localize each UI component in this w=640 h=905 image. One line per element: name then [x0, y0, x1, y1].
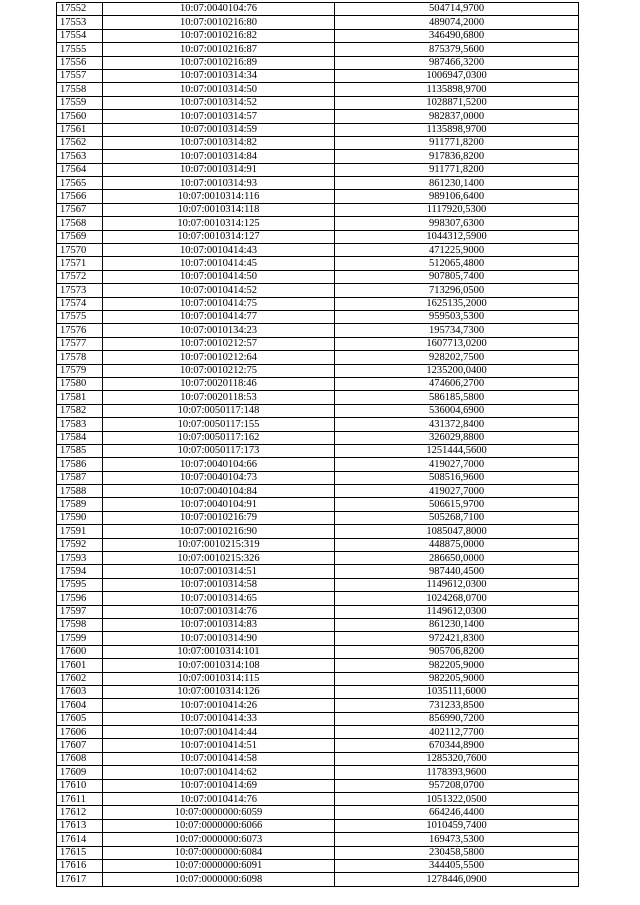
- cadastral-number-cell: 10:07:0010414:58: [103, 752, 335, 765]
- row-number-cell: 17557: [57, 69, 103, 82]
- value-cell: 911771,8200: [335, 136, 579, 149]
- row-number-cell: 17575: [57, 310, 103, 323]
- table-row: [57, 217, 579, 230]
- cadastral-number-cell: 10:07:0010414:33: [103, 712, 335, 725]
- cadastral-number-cell: 10:07:0010314:125: [103, 217, 335, 230]
- cadastral-number-cell: 10:07:0010216:87: [103, 43, 335, 56]
- table-row: [57, 471, 579, 484]
- value-cell: 1028871,5200: [335, 96, 579, 109]
- cadastral-number-cell: 10:07:0010212:75: [103, 364, 335, 377]
- value-cell: 344405,5500: [335, 860, 579, 873]
- cadastral-number-cell: 10:07:0010216:82: [103, 29, 335, 42]
- row-number-cell: 17605: [57, 712, 103, 725]
- value-cell: 586185,5800: [335, 391, 579, 404]
- cadastral-number-cell: 10:07:0010314:116: [103, 190, 335, 203]
- cadastral-number-cell: 10:07:0010314:58: [103, 578, 335, 591]
- value-cell: 861230,1400: [335, 177, 579, 190]
- value-cell: 474606,2700: [335, 377, 579, 390]
- row-number-cell: 17590: [57, 511, 103, 524]
- table-row: [57, 618, 579, 631]
- table-row: [57, 83, 579, 96]
- table-row: [57, 592, 579, 605]
- table-row: [57, 833, 579, 846]
- table-row: [57, 177, 579, 190]
- value-cell: 1149612,0300: [335, 578, 579, 591]
- row-number-cell: 17616: [57, 860, 103, 873]
- row-number-cell: 17563: [57, 150, 103, 163]
- value-cell: 1278446,0900: [335, 873, 579, 886]
- value-cell: 448875,0000: [335, 538, 579, 551]
- row-number-cell: 17577: [57, 337, 103, 350]
- table-row: [57, 538, 579, 551]
- row-number-cell: 17561: [57, 123, 103, 136]
- table-row: [57, 418, 579, 431]
- value-cell: 1117920,5300: [335, 203, 579, 216]
- row-number-cell: 17592: [57, 538, 103, 551]
- table-row: [57, 578, 579, 591]
- table-row: [57, 150, 579, 163]
- table-row: [57, 632, 579, 645]
- row-number-cell: 17599: [57, 632, 103, 645]
- value-cell: 419027,7000: [335, 458, 579, 471]
- cadastral-number-cell: 10:07:0010314:108: [103, 659, 335, 672]
- cadastral-number-cell: 10:07:0010134:23: [103, 324, 335, 337]
- table-row: [57, 793, 579, 806]
- row-number-cell: 17581: [57, 391, 103, 404]
- table-row: [57, 351, 579, 364]
- value-cell: 169473,5300: [335, 833, 579, 846]
- cadastral-number-cell: 10:07:0010314:93: [103, 177, 335, 190]
- row-number-cell: 17566: [57, 190, 103, 203]
- value-cell: 1235200,0400: [335, 364, 579, 377]
- table-row: [57, 364, 579, 377]
- cadastral-number-cell: 10:07:0010414:45: [103, 257, 335, 270]
- row-number-cell: 17615: [57, 846, 103, 859]
- value-cell: 713296,0500: [335, 284, 579, 297]
- table-row: [57, 712, 579, 725]
- cadastral-number-cell: 10:07:0000000:6059: [103, 806, 335, 819]
- value-cell: 1024268,0700: [335, 592, 579, 605]
- cadastral-number-cell: 10:07:0010314:65: [103, 592, 335, 605]
- row-number-cell: 17558: [57, 83, 103, 96]
- cadastral-number-cell: 10:07:0010314:90: [103, 632, 335, 645]
- table-row: [57, 605, 579, 618]
- cadastral-number-cell: 10:07:0010215:326: [103, 552, 335, 565]
- cadastral-number-cell: 10:07:0010314:59: [103, 123, 335, 136]
- table-row: [57, 498, 579, 511]
- row-number-cell: 17598: [57, 618, 103, 631]
- cadastral-value-table: [56, 2, 579, 887]
- table-row: [57, 752, 579, 765]
- row-number-cell: 17585: [57, 444, 103, 457]
- value-cell: 1135898,9700: [335, 123, 579, 136]
- table-row: [57, 310, 579, 323]
- row-number-cell: 17569: [57, 230, 103, 243]
- table-row: [57, 846, 579, 859]
- value-cell: 504714,9700: [335, 3, 579, 16]
- value-cell: 230458,5800: [335, 846, 579, 859]
- row-number-cell: 17603: [57, 685, 103, 698]
- cadastral-number-cell: 10:07:0000000:6084: [103, 846, 335, 859]
- value-cell: 861230,1400: [335, 618, 579, 631]
- table-row: [57, 96, 579, 109]
- value-cell: 1135898,9700: [335, 83, 579, 96]
- table-row: [57, 699, 579, 712]
- cadastral-number-cell: 10:07:0010414:75: [103, 297, 335, 310]
- row-number-cell: 17554: [57, 29, 103, 42]
- cadastral-number-cell: 10:07:0000000:6091: [103, 860, 335, 873]
- row-number-cell: 17612: [57, 806, 103, 819]
- row-number-cell: 17589: [57, 498, 103, 511]
- cadastral-number-cell: 10:07:0010216:90: [103, 525, 335, 538]
- table-row: [57, 525, 579, 538]
- cadastral-number-cell: 10:07:0010414:77: [103, 310, 335, 323]
- value-cell: 346490,6800: [335, 29, 579, 42]
- value-cell: 1051322,0500: [335, 793, 579, 806]
- row-number-cell: 17596: [57, 592, 103, 605]
- row-number-cell: 17617: [57, 873, 103, 886]
- row-number-cell: 17572: [57, 270, 103, 283]
- table-row: [57, 391, 579, 404]
- value-cell: 911771,8200: [335, 163, 579, 176]
- row-number-cell: 17553: [57, 16, 103, 29]
- row-number-cell: 17565: [57, 177, 103, 190]
- cadastral-number-cell: 10:07:0040104:73: [103, 471, 335, 484]
- row-number-cell: 17560: [57, 110, 103, 123]
- row-number-cell: 17562: [57, 136, 103, 149]
- table-row: [57, 766, 579, 779]
- cadastral-number-cell: 10:07:0010215:319: [103, 538, 335, 551]
- table-row: [57, 672, 579, 685]
- cadastral-number-cell: 10:07:0010414:43: [103, 244, 335, 257]
- table-row: [57, 659, 579, 672]
- table-row: [57, 324, 579, 337]
- row-number-cell: 17556: [57, 56, 103, 69]
- row-number-cell: 17591: [57, 525, 103, 538]
- table-row: [57, 404, 579, 417]
- cadastral-number-cell: 10:07:0010314:101: [103, 645, 335, 658]
- value-cell: 419027,7000: [335, 485, 579, 498]
- row-number-cell: 17559: [57, 96, 103, 109]
- cadastral-number-cell: 10:07:0020118:53: [103, 391, 335, 404]
- cadastral-number-cell: 10:07:0010314:76: [103, 605, 335, 618]
- value-cell: 506615,9700: [335, 498, 579, 511]
- cadastral-number-cell: 10:07:0010314:118: [103, 203, 335, 216]
- table-row: [57, 431, 579, 444]
- value-cell: 928202,7500: [335, 351, 579, 364]
- cadastral-number-cell: 10:07:0010314:126: [103, 685, 335, 698]
- value-cell: 856990,7200: [335, 712, 579, 725]
- row-number-cell: 17580: [57, 377, 103, 390]
- table-row: [57, 203, 579, 216]
- cadastral-number-cell: 10:07:0010314:83: [103, 618, 335, 631]
- row-number-cell: 17604: [57, 699, 103, 712]
- cadastral-number-cell: 10:07:0000000:6073: [103, 833, 335, 846]
- cadastral-number-cell: 10:07:0010314:127: [103, 230, 335, 243]
- row-number-cell: 17594: [57, 565, 103, 578]
- row-number-cell: 17582: [57, 404, 103, 417]
- cadastral-number-cell: 10:07:0050117:155: [103, 418, 335, 431]
- value-cell: 1035111,6000: [335, 685, 579, 698]
- table-row: [57, 3, 579, 16]
- cadastral-number-cell: 10:07:0010314:34: [103, 69, 335, 82]
- row-number-cell: 17586: [57, 458, 103, 471]
- row-number-cell: 17608: [57, 752, 103, 765]
- value-cell: 489074,2000: [335, 16, 579, 29]
- cadastral-number-cell: 10:07:0050117:162: [103, 431, 335, 444]
- table-row: [57, 230, 579, 243]
- table-row: [57, 739, 579, 752]
- value-cell: 1625135,2000: [335, 297, 579, 310]
- table-row: [57, 511, 579, 524]
- table-row: [57, 110, 579, 123]
- table-row: [57, 163, 579, 176]
- table-row: [57, 873, 579, 886]
- document-page: [56, 2, 579, 887]
- cadastral-number-cell: 10:07:0010314:51: [103, 565, 335, 578]
- row-number-cell: 17595: [57, 578, 103, 591]
- value-cell: 875379,5600: [335, 43, 579, 56]
- table-row: [57, 270, 579, 283]
- row-number-cell: 17570: [57, 244, 103, 257]
- table-row: [57, 458, 579, 471]
- value-cell: 982837,0000: [335, 110, 579, 123]
- value-cell: 664246,4400: [335, 806, 579, 819]
- table-row: [57, 565, 579, 578]
- value-cell: 1607713,0200: [335, 337, 579, 350]
- cadastral-number-cell: 10:07:0010314:50: [103, 83, 335, 96]
- value-cell: 998307,6300: [335, 217, 579, 230]
- cadastral-number-cell: 10:07:0010414:44: [103, 726, 335, 739]
- value-cell: 917836,8200: [335, 150, 579, 163]
- value-cell: 1178393,9600: [335, 766, 579, 779]
- value-cell: 195734,7300: [335, 324, 579, 337]
- row-number-cell: 17578: [57, 351, 103, 364]
- row-number-cell: 17579: [57, 364, 103, 377]
- table-row: [57, 726, 579, 739]
- cadastral-number-cell: 10:07:0010216:80: [103, 16, 335, 29]
- table-row: [57, 29, 579, 42]
- row-number-cell: 17610: [57, 779, 103, 792]
- table-row: [57, 806, 579, 819]
- cadastral-number-cell: 10:07:0050117:173: [103, 444, 335, 457]
- row-number-cell: 17587: [57, 471, 103, 484]
- row-number-cell: 17614: [57, 833, 103, 846]
- table-row: [57, 43, 579, 56]
- cadastral-number-cell: 10:07:0040104:84: [103, 485, 335, 498]
- table-row: [57, 244, 579, 257]
- row-number-cell: 17583: [57, 418, 103, 431]
- row-number-cell: 17584: [57, 431, 103, 444]
- table-row: [57, 819, 579, 832]
- value-cell: 431372,8400: [335, 418, 579, 431]
- value-cell: 670344,8900: [335, 739, 579, 752]
- row-number-cell: 17609: [57, 766, 103, 779]
- cadastral-number-cell: 10:07:0010314:57: [103, 110, 335, 123]
- value-cell: 1010459,7400: [335, 819, 579, 832]
- cadastral-number-cell: 10:07:0040104:76: [103, 3, 335, 16]
- value-cell: 1085047,8000: [335, 525, 579, 538]
- value-cell: 972421,8300: [335, 632, 579, 645]
- row-number-cell: 17600: [57, 645, 103, 658]
- value-cell: 1285320,7600: [335, 752, 579, 765]
- table-row: [57, 56, 579, 69]
- value-cell: 471225,9000: [335, 244, 579, 257]
- value-cell: 957208,0700: [335, 779, 579, 792]
- table-row: [57, 444, 579, 457]
- cadastral-number-cell: 10:07:0010314:91: [103, 163, 335, 176]
- row-number-cell: 17601: [57, 659, 103, 672]
- row-number-cell: 17611: [57, 793, 103, 806]
- table-row: [57, 69, 579, 82]
- row-number-cell: 17573: [57, 284, 103, 297]
- table-row: [57, 123, 579, 136]
- table-row: [57, 16, 579, 29]
- cadastral-number-cell: 10:07:0010314:82: [103, 136, 335, 149]
- cadastral-number-cell: 10:07:0010212:64: [103, 351, 335, 364]
- value-cell: 402112,7700: [335, 726, 579, 739]
- cadastral-number-cell: 10:07:0000000:6066: [103, 819, 335, 832]
- cadastral-number-cell: 10:07:0010414:52: [103, 284, 335, 297]
- value-cell: 989106,6400: [335, 190, 579, 203]
- row-number-cell: 17567: [57, 203, 103, 216]
- cadastral-number-cell: 10:07:0010216:79: [103, 511, 335, 524]
- value-cell: 508516,9600: [335, 471, 579, 484]
- value-cell: 982205,9000: [335, 672, 579, 685]
- cadastral-number-cell: 10:07:0010414:62: [103, 766, 335, 779]
- row-number-cell: 17597: [57, 605, 103, 618]
- table-row: [57, 136, 579, 149]
- value-cell: 536004,6900: [335, 404, 579, 417]
- cadastral-number-cell: 10:07:0010414:76: [103, 793, 335, 806]
- row-number-cell: 17568: [57, 217, 103, 230]
- cadastral-number-cell: 10:07:0010314:52: [103, 96, 335, 109]
- table-row: [57, 779, 579, 792]
- value-cell: 1044312,5900: [335, 230, 579, 243]
- value-cell: 987440,4500: [335, 565, 579, 578]
- cadastral-number-cell: 10:07:0010216:89: [103, 56, 335, 69]
- cadastral-number-cell: 10:07:0010314:84: [103, 150, 335, 163]
- cadastral-number-cell: 10:07:0040104:66: [103, 458, 335, 471]
- row-number-cell: 17602: [57, 672, 103, 685]
- table-row: [57, 284, 579, 297]
- value-cell: 326029,8800: [335, 431, 579, 444]
- cadastral-number-cell: 10:07:0010414:51: [103, 739, 335, 752]
- row-number-cell: 17606: [57, 726, 103, 739]
- table-row: [57, 297, 579, 310]
- row-number-cell: 17564: [57, 163, 103, 176]
- table-body: [57, 3, 579, 887]
- value-cell: 1149612,0300: [335, 605, 579, 618]
- table-row: [57, 552, 579, 565]
- value-cell: 731233,8500: [335, 699, 579, 712]
- row-number-cell: 17613: [57, 819, 103, 832]
- cadastral-number-cell: 10:07:0010414:26: [103, 699, 335, 712]
- cadastral-number-cell: 10:07:0010414:69: [103, 779, 335, 792]
- cadastral-number-cell: 10:07:0010314:115: [103, 672, 335, 685]
- table-row: [57, 645, 579, 658]
- row-number-cell: 17571: [57, 257, 103, 270]
- row-number-cell: 17588: [57, 485, 103, 498]
- cadastral-number-cell: 10:07:0020118:46: [103, 377, 335, 390]
- value-cell: 959503,5300: [335, 310, 579, 323]
- row-number-cell: 17576: [57, 324, 103, 337]
- row-number-cell: 17552: [57, 3, 103, 16]
- value-cell: 512065,4800: [335, 257, 579, 270]
- row-number-cell: 17607: [57, 739, 103, 752]
- value-cell: 905706,8200: [335, 645, 579, 658]
- cadastral-number-cell: 10:07:0040104:91: [103, 498, 335, 511]
- table-row: [57, 337, 579, 350]
- table-row: [57, 257, 579, 270]
- value-cell: 1251444,5600: [335, 444, 579, 457]
- value-cell: 505268,7100: [335, 511, 579, 524]
- cadastral-number-cell: 10:07:0010212:57: [103, 337, 335, 350]
- row-number-cell: 17593: [57, 552, 103, 565]
- table-row: [57, 485, 579, 498]
- cadastral-number-cell: 10:07:0050117:148: [103, 404, 335, 417]
- value-cell: 1006947,0300: [335, 69, 579, 82]
- value-cell: 907805,7400: [335, 270, 579, 283]
- table-row: [57, 190, 579, 203]
- cadastral-number-cell: 10:07:0010414:50: [103, 270, 335, 283]
- table-row: [57, 860, 579, 873]
- row-number-cell: 17555: [57, 43, 103, 56]
- value-cell: 286650,0000: [335, 552, 579, 565]
- row-number-cell: 17574: [57, 297, 103, 310]
- cadastral-number-cell: 10:07:0000000:6098: [103, 873, 335, 886]
- table-row: [57, 377, 579, 390]
- value-cell: 987466,3200: [335, 56, 579, 69]
- value-cell: 982205,9000: [335, 659, 579, 672]
- table-row: [57, 685, 579, 698]
